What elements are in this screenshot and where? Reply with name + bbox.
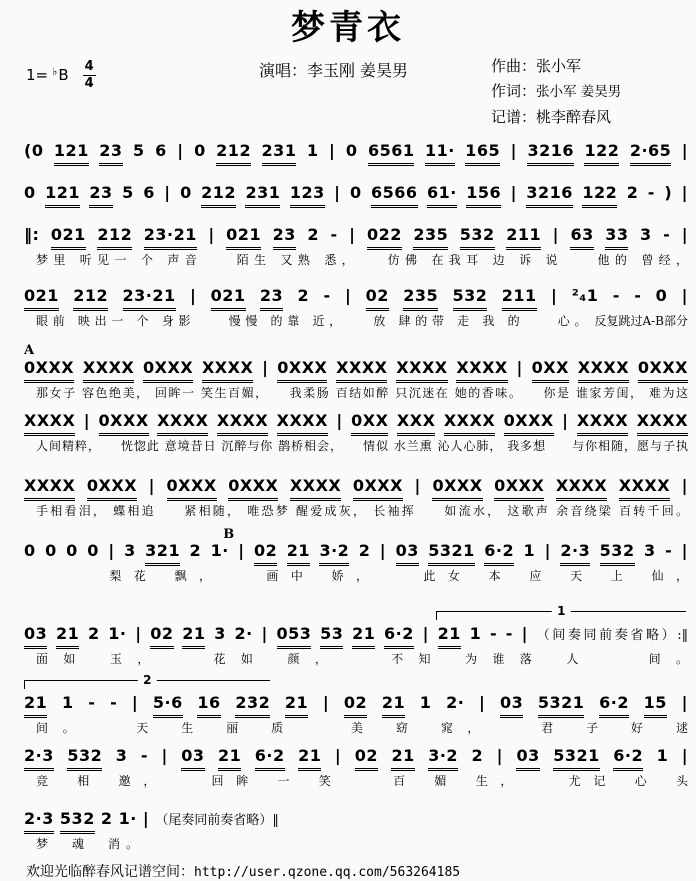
note-token: 0XXX [87,475,137,501]
note-token: 0 [194,141,206,160]
note-token: 121 [54,140,89,166]
note-token: | [681,286,688,305]
note-token: 11· [425,140,455,166]
note-token: 3 [124,541,136,560]
note-token: 21 [182,623,205,649]
lyrics-text: 间。 天 生 丽 质 美 窈 窕， 君 子 好 逑 [36,721,688,735]
note-token: | [142,809,150,828]
note-token: - [663,225,671,244]
key-signature [26,54,176,130]
note-token: 6·2 [255,745,285,771]
score-system [24,808,688,853]
score-system [24,182,688,208]
note-token: 5321 [553,745,600,771]
note-token: - [323,286,331,305]
note-token: 1 [61,693,74,712]
note-token: 0XXX [638,357,688,383]
note-token: 23·21 [123,285,176,311]
note-token: 123 [290,182,325,208]
note-token: 532 [460,224,495,250]
note-token: 532 [600,540,635,566]
time-signature [83,60,96,90]
note-token: 3 [644,541,656,560]
note-token: | [681,141,689,160]
note-token: 021 [226,224,261,250]
note-token: XXXX [396,357,447,383]
note-token: (0 [24,141,44,160]
note-token: - [665,541,673,560]
notes-line [24,182,688,208]
composer-label: 作曲： [491,57,537,75]
notes-suffix: （间奏同前奏省略）:‖ [536,628,689,643]
note-token: | [414,476,421,495]
note-token: 21 [391,745,414,771]
note-token: 6 [143,183,155,202]
note-token: 212 [97,224,132,250]
note-token: 33 [605,224,628,250]
note-token: 6·2 [384,623,414,649]
lyric-row [24,651,688,668]
note-token: 1 [469,624,482,643]
lyric-row [24,503,688,520]
note-token: 0 [24,541,36,560]
note-token: 15 [644,692,667,718]
note-token: 2· [234,624,253,643]
lyrics-text: 眼前 映出一 个 身影 慢慢 的靠 近， 放 肆的带 走 我 的 心。 [36,314,587,328]
note-token: 0 [66,541,78,560]
note-token: 5321 [428,540,475,566]
note-token: 5·6 [153,692,183,718]
footer-label: 欢迎光临醉春风记谱空间： [26,864,194,880]
note-token: | [83,411,91,430]
note-token: 212 [201,182,236,208]
note-token: 3216 [527,140,574,166]
note-token: - [489,624,498,643]
note-token: 2 [297,286,310,305]
note-token: 02 [150,623,173,649]
performer-value: 李玉刚 姜昊男 [306,61,409,80]
note-token: - [110,693,118,712]
score-system [24,527,689,585]
note-token: 212 [73,285,108,311]
lyrics-text: 手相看泪， 蝶相追 紧相随， 唯恐梦 醒爱成灰， 长袖挥 如流水， 这歌声 余音绕梁 百转千回。 [36,504,688,518]
note-token: 021 [24,285,59,311]
note-token: 21 [24,692,47,718]
composer-credit [491,54,686,79]
lyrics-text: 梨花 飘， 画中 娇， 此女 本 应 天 上 仙， [36,569,688,583]
volta-bracket [24,673,270,689]
note-token: 21 [438,623,461,649]
note-token: XXXX [24,410,75,436]
key-note: B [58,66,69,85]
section-label: A [24,343,35,358]
note-token: - [88,693,96,712]
note-token: 0 [345,141,358,160]
note-token: ) [664,183,673,202]
credits-block [0,50,696,130]
volta-number: 2 [138,673,156,687]
lyrics-text: 人间精粹， 恍惚此 意境昔日 沉醉与你 鹊桥相会， 情似 水兰熏 沁人心肺， 我多想 与你相随，愿与子执 [36,439,688,453]
score [0,130,696,853]
note-token: 2 [87,624,100,643]
note-token: | [544,541,551,560]
note-token: 2 [626,183,639,202]
note-token: 211 [502,285,537,311]
time-numerator: 4 [84,59,94,74]
note-token: XXXX [578,357,629,383]
flat-sign: ♭ [52,64,58,78]
note-token: | [334,746,342,765]
note-token: | [510,141,517,160]
note-token: 03 [24,623,47,649]
note-token: 0XXX [167,475,217,501]
lyric-row [24,836,688,853]
note-token: 2 [471,746,484,765]
note-token: XXXX [336,357,387,383]
note-token: 232 [235,692,270,718]
lyrics-text: 梦 魂 消。 [36,837,145,851]
score-system [24,285,688,330]
notes-suffix: （尾奏同前奏省略）‖ [155,813,279,828]
note-token: 21 [287,540,310,566]
volta-bracket [436,604,686,620]
note-token: 231 [262,140,297,166]
note-token: | [164,183,171,202]
note-token: 0 [24,183,36,202]
section-label: B [223,527,235,542]
note-token: | [108,541,115,560]
lyric-row [24,568,688,585]
note-token: 235 [413,224,448,250]
transcriber-label: 记谱： [491,108,537,126]
lyric-row [24,720,688,737]
note-token: | [521,624,528,643]
note-token: 5 [133,141,145,160]
note-token: - [647,183,655,202]
note-token: 0XXX [504,410,554,436]
note-token: 6561 [368,140,415,166]
note-token: | [238,541,245,560]
note-token: | [336,411,343,430]
note-token: | [329,141,336,160]
notes-line [24,285,688,311]
note-token: 0XX [532,357,569,383]
note-token: 2· [446,693,465,712]
note-token: 2 [100,809,113,828]
note-token: 0 [180,183,192,202]
note-token: ‖: [24,225,40,244]
note-token: 022 [367,224,402,250]
note-token: 021 [211,285,246,311]
note-token: | [135,624,142,643]
note-token: | [189,286,197,305]
time-denominator: 4 [84,75,94,91]
note-token: 156 [466,182,501,208]
lyric-row [24,438,688,455]
note-token: | [681,693,688,712]
note-token: 2 [189,541,202,560]
note-token: 0XXX [353,475,403,501]
note-token: 0XXX [24,357,74,383]
page-header [0,6,696,130]
note-token: 21 [285,692,308,718]
note-token: 23 [89,182,112,208]
note-token: 5321 [538,692,585,718]
transcriber-credit [491,105,686,130]
note-token: XXXX [619,475,670,501]
lyrics-text: 那女子 容色绝美， 回眸一 笑生百媚， 我柔肠 百结如醉 只沉迷在 她的香味。 你是 谁家芳闺， 难为这 [36,386,688,400]
note-token: 6·2 [613,745,643,771]
note-token: | [261,624,268,643]
footer-url: http://user.qzone.qq.com/563264185 [194,865,461,880]
note-token: 1 [306,141,319,160]
note-token: 3 [639,225,652,244]
repeat-annotation: 反复跳过A-B部分 [594,314,688,328]
note-token: 0XXX [494,475,544,501]
note-token: 53 [320,623,343,649]
note-token: 23 [273,224,296,250]
note-token: XXXX [83,357,134,383]
note-token: 03 [181,745,204,771]
note-token: 6 [155,141,167,160]
key-label: 1= [26,66,49,85]
note-token: XXXX [577,410,628,436]
note-token: 02 [254,540,277,566]
lyric-row [24,385,688,402]
note-token: 1· [210,541,229,560]
note-token: 03 [396,540,419,566]
note-token: 16 [197,692,220,718]
note-token: 3 [214,624,226,643]
note-token: | [344,286,352,305]
note-token: 63 [570,224,593,250]
note-token: 0XXX [99,410,149,436]
note-token: 2·65 [630,140,671,166]
score-system [24,475,688,520]
note-token: 2·3 [24,745,54,771]
note-token: 2·3 [560,540,590,566]
note-token: 02 [355,745,378,771]
note-token: 3·2 [428,745,458,771]
note-token: 0XXX [143,357,193,383]
note-token: 0 [45,541,57,560]
note-token: 321 [145,540,180,566]
note-token: 1· [118,809,137,828]
note-token: | [131,693,139,712]
lyric-row [24,313,688,330]
lyric-row [24,252,688,269]
note-token: XXXX [637,410,688,436]
note-token: 0XXX [228,475,278,501]
page-title: 梦青衣 [291,8,405,48]
credits-column [491,54,686,130]
note-token: XXXX [157,410,208,436]
lyric-row [24,773,688,790]
note-token: | [681,225,689,244]
notes-line [24,540,688,566]
note-token: 02 [344,692,367,718]
note-token: | [681,183,688,202]
note-token: 122 [584,140,619,166]
note-token: 0XXX [432,475,482,501]
note-token: | [681,541,689,560]
note-token: 6566 [371,182,418,208]
note-token: 21 [218,745,241,771]
note-token: 211 [506,224,541,250]
score-system [24,745,688,790]
note-token: - [612,286,620,305]
note-token: | [379,541,387,560]
note-token: XXX [397,410,436,436]
note-token: | [510,183,517,202]
score-system [24,344,688,402]
note-token: | [496,746,503,765]
performer-credit [176,54,491,130]
composer-value: 张小军 [536,57,582,75]
lyricist-credit [491,79,686,105]
notes-line [24,410,688,436]
note-token: 122 [582,182,617,208]
note-token: - [140,746,148,765]
score-system [24,604,689,668]
note-token: | [208,225,215,244]
lyrics-text: 梦里 听见一 个 声音 陌生 又熟 悉， 仿佛 在我耳 边 诉 说 他的 曾经， [36,253,688,267]
volta-number: 1 [552,604,570,618]
note-token: 1· [108,624,127,643]
note-token: 3 [115,746,128,765]
note-token: | [552,225,559,244]
note-token: 3216 [526,182,573,208]
notes-line [24,808,688,834]
notes-line [24,140,688,166]
note-token: | [562,411,569,430]
note-token: - [505,624,513,643]
note-token: 235 [403,285,438,311]
note-token: 21 [298,745,321,771]
note-token: 03 [500,692,523,718]
lyrics-text: 面如 玉， 花如 颜， 不知 为谁落 人 间。 [36,652,688,666]
note-token: - [634,286,642,305]
note-token: 21 [382,692,405,718]
note-token: 121 [45,182,80,208]
note-token: | [681,746,689,765]
note-token: 23·21 [144,224,197,250]
note-token: 6·2 [599,692,629,718]
note-token: 3·2 [319,540,349,566]
note-token: 165 [465,140,500,166]
note-token: 532 [67,745,102,771]
score-system [24,673,688,737]
note-token: 21 [56,623,79,649]
notes-line [24,224,688,250]
footer-text [0,853,696,881]
note-token: 0XX [351,410,388,436]
note-token: 61· [427,182,457,208]
performer-label: 演唱： [258,61,307,80]
note-token: | [322,693,330,712]
note-token: 21 [352,623,375,649]
note-token: | [422,624,429,643]
note-token: 231 [245,182,280,208]
note-token: 2 [307,225,319,244]
score-system [24,140,688,166]
lyrics-text: 竞 相 邀， 回眸 一 笑 百 媚 生， 尤记 心 头 [36,774,688,788]
notes-line [24,692,688,718]
note-token: XXXX [456,357,507,383]
note-token: 532 [60,808,95,834]
note-token: | [262,358,269,377]
note-token: 23 [99,140,122,166]
lyricist-label: 作词： [491,82,537,100]
note-token: | [161,746,168,765]
note-token: | [478,693,486,712]
note-token: 2·3 [24,808,54,834]
lyricist-value: 张小军 姜昊男 [536,84,622,100]
notes-line [24,475,688,501]
note-token: XXXX [290,475,341,501]
note-token: 1 [523,541,536,560]
note-token: | [177,141,184,160]
note-token: 021 [51,224,86,250]
note-token: XXXX [444,410,495,436]
note-token: 0 [349,183,362,202]
note-token: 0 [87,541,99,560]
note-token: 532 [453,285,488,311]
score-system [24,224,688,269]
note-token: 02 [366,285,389,311]
note-token: | [148,476,155,495]
note-token: 1 [419,693,432,712]
note-token: 03 [516,745,539,771]
note-token: - [330,225,338,244]
note-token: | [551,286,558,305]
note-token: 0 [655,286,668,305]
note-token: XXXX [217,410,268,436]
note-token: | [349,225,356,244]
note-token: | [516,358,523,377]
note-token: 5 [122,183,134,202]
notes-line [24,623,688,649]
note-token: XXXX [556,475,607,501]
note-token: 23 [260,285,283,311]
note-token: XXXX [277,410,328,436]
note-token: 053 [277,623,312,649]
score-system [24,410,688,455]
note-token: | [681,476,688,495]
transcriber-value: 桃李醉春风 [536,108,612,126]
notes-line [24,745,688,771]
note-token: 1 [656,746,669,765]
note-token: 212 [216,140,251,166]
note-token: 6·2 [484,540,514,566]
note-token: XXXX [24,475,75,501]
note-token: 0XXX [277,357,327,383]
note-token: XXXX [202,357,253,383]
note-token: ²₄1 [571,286,599,305]
note-token: 2 [358,541,371,560]
notes-line [24,357,688,383]
note-token: | [334,183,341,202]
